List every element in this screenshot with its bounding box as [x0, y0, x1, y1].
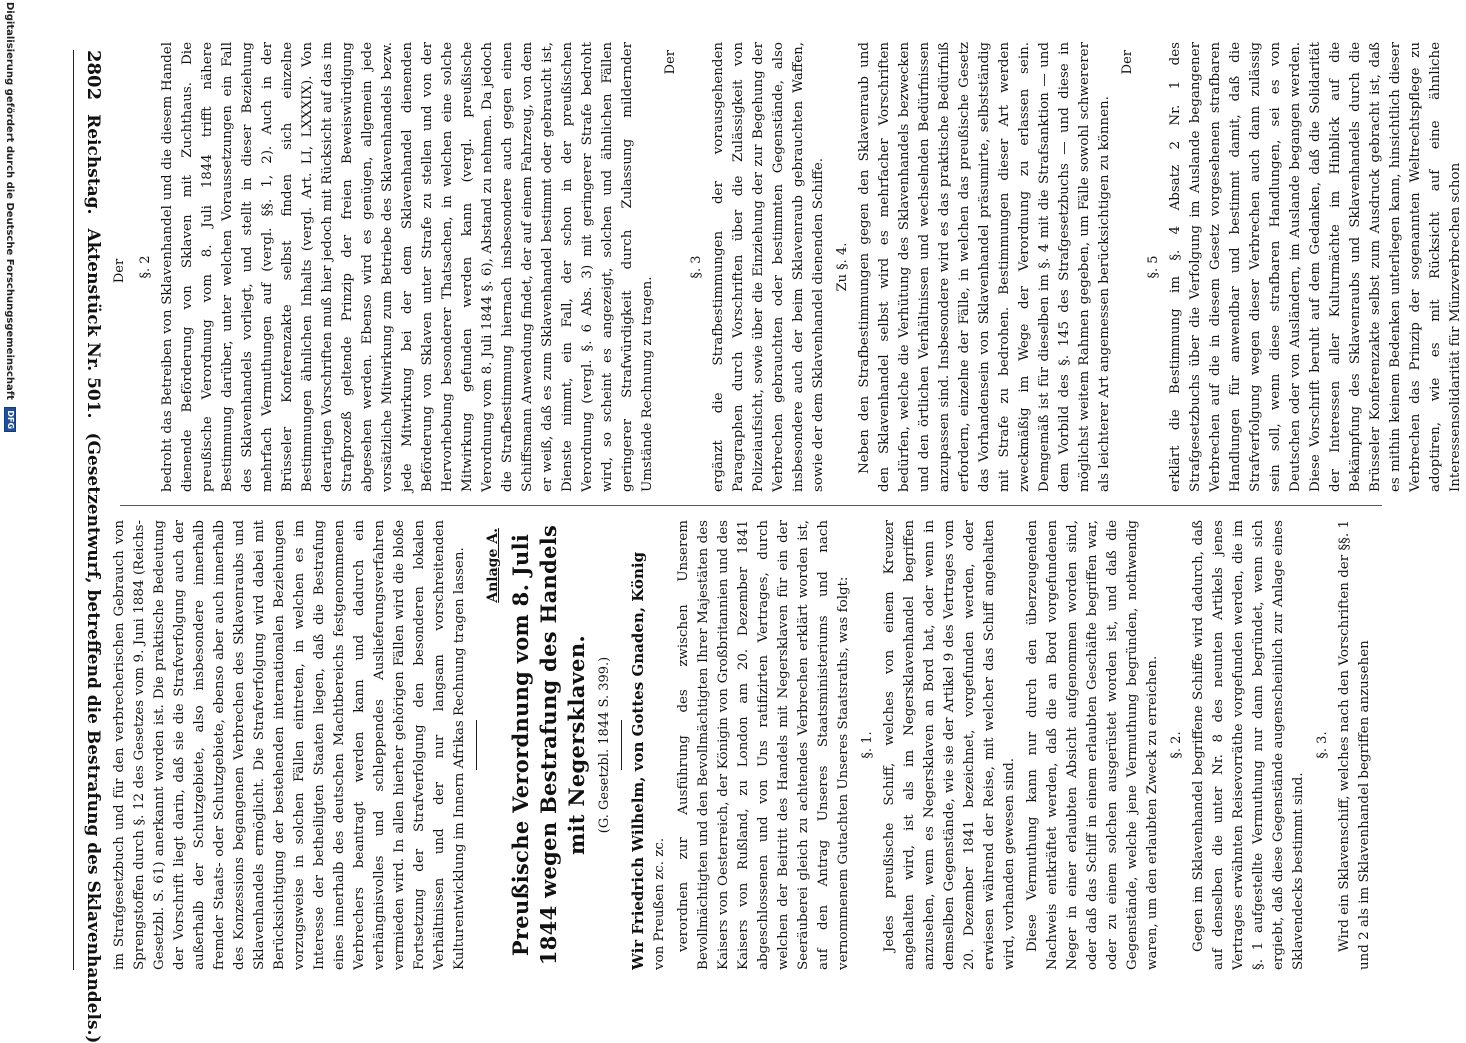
rule: [621, 720, 622, 770]
section-paragraph: Diese Vermuthung kann nur durch den überzeugenden Nachweis entkräftet werden, daß die an Bord vorgefundenen Neger in einer erlaubten Absicht aufgenommen worden sind, oder daß das Schiff in einem erlaubten Geschäfte begriffen war, oder zu einem solchen ausgerüstet worden ist, und daß die Gegenstände, welche jene Vermuthung begründen, nothwendig waren, um den erlaubten Zweck zu erreichen.: [1025, 520, 1160, 970]
section-heading: §. 3.: [1315, 731, 1330, 759]
der-label: Der: [663, 50, 678, 75]
column-right: [110, 520, 1392, 970]
rule: [476, 720, 477, 770]
wir-heading: Wir Friedrich Wilhelm, von Gottes Gnaden, König: [629, 551, 647, 970]
page-number: 2802: [83, 50, 104, 101]
section-heading: Zu §. 4.: [835, 242, 850, 292]
page-header: [73, 50, 104, 1043]
anlage-label: Anlage A.: [485, 528, 501, 603]
header-reichstag: Reichstag.: [83, 114, 103, 215]
der-label: Der: [1120, 50, 1135, 75]
gesetzblatt-reference: (G. Gesetzbl. 1844 S. 399.): [597, 656, 612, 834]
section-paragraph: Gegen im Sklavenhandel begriffene Schiffe wird dadurch, daß auf denselben die unter Nr. 8 des neunten Artikels jenes Vertrages erwähnten Reisevorräthe vorgefunden werden, die im §. 1 aufgestellte Vermuthung nur dann begründet, wenn sich ergiebt, daß diese Gegenstände augenscheinlich zur Anlage eines Sklavendecks bestimmt sind.: [1191, 520, 1306, 970]
dfg-logo: DFG: [4, 407, 16, 432]
column-left: [110, 42, 1463, 492]
von-preussen: von Preußen zc. zc.: [652, 837, 667, 970]
credit-text: Digitalisierung gefördert durch die Deutsche Forschungsgemeinschaft: [4, 2, 15, 400]
section-heading: §. 2: [138, 255, 153, 279]
section-heading: §. 2.: [1169, 731, 1184, 759]
section-paragraph: ergänzt die Strafbestimmungen der vorausgehenden Paragraphen durch Vorschriften über die Zulässigkeit von Polizeiaufsicht, sowie über die Einziehung der zur Begehung der Verbrechen gebrauchten oder bestimmten Gegenstände, also insbesondere auch der beim Sklavenraub gebrauchten Waffen, sowie der dem Sklavenhandel dienenden Schiffe.: [711, 42, 826, 492]
column-divider: [120, 505, 1382, 506]
header-title: (Gesetzentwurf, betreffend die Bestrafung des Sklavenhandels.): [83, 432, 103, 1043]
section-paragraph: Wird ein Sklavenschiff, welches nach den Vorschriften der §§. 1 und 2 als im Sklavenhandel begriffen anzusehen: [1337, 520, 1372, 970]
continuation-paragraph: im Strafgesetzbuch und für den verbrecherischen Gebrauch von Sprengstoffen durch §. 12 des Gesetzes vom 9. Juni 1884 (Reichs-Gesetzbl. S. 61) anerkannt worden ist. Die praktische Bedeutung der Vorschrift liegt darin, daß sie die Strafverfolgung auch der außerhalb der Schutzgebiete, also insbesondere innerhalb fremder Staats- oder Schutzgebiete, ebenso aber auch innerhalb des Konzessions begangenen Verbrechen des Sklavenraubs und Sklavenhandels ermöglicht. Die Strafverfolgung wird dabei mit Berücksichtigung der bestehenden internationalen Beziehungen vorzugsweise in solchen Fällen eintreten, in welchen es im Interesse der betheiligten Staaten liegen, daß die Bestrafung eines innerhalb des deutschen Machtbereichs festgenommenen Verbrechers beantragt werden kann und dadurch ein verhängnisvolles und schleppendes Auslieferungsverfahren vermieden wird. In allen hierher gehörigen Fällen wird die bloße Fortsetzung der Strafverfolgung den besonderen lokalen Verhältnissen und der nur langsam vorschreitenden Kulturentwicklung im Innern Afrikas Rechnung tragen lassen.: [112, 520, 467, 970]
section-paragraph: bedroht das Betreiben von Sklavenhandel und die diesem Handel dienende Beförderung von Sklaven mit Zuchthaus. Die preußische Verordnung vom 8. Juli 1844 trifft nähere Bestimmung darüber, unter welchen Voraussetzungen ein Fall des Sklavenhandels vorliegt, und stellt in dieser Beziehung mehrfach Vermuthungen auf (vergl. §§. 1, 2). Auch in der Brüsseler Konferenzakte selbst finden sich einzelne Bestimmungen ähnlichen Inhalts (vergl. Art. LI, LXXXIX). Von derartigen Vorschriften muß hier jedoch mit Rücksicht auf das im Strafprozeß geltende Prinzip der freien Beweiswürdigung abgesehen werden. Ebenso wird es genügen, allgemein jede vorsätzliche Mitwirkung zum Betriebe des Sklavenhandels bezw. jede Mitwirkung bei der dem Sklavenhandel dienenden Beförderung von Sklaven unter Strafe zu stellen und von der Hervorhebung besonderer Thatsachen, in welchen eine solche Mitwirkung gefunden werden kann (vergl. preußische Verordnung vom 8. Juli 1844 §. 6), Abstand zu nehmen. Da jedoch die Strafbestimmung hiernach insbesondere auch gegen einen Schiffsmann Anwendung findet, der auf einem Fahrzeug, von dem er weiß, daß es zum Sklavenhandel bestimmt oder gebraucht ist, Dienste nimmt, ein Fall, der schon in der preußischen Verordnung (vergl. §. 6 Abs. 3) mit geringerer Strafe bedroht wird, so scheint es angezeigt, solchen und ähnlichen Fällen geringerer Strafwürdigkeit durch Zulassung mildernder Umstände Rechnung zu tragen.: [160, 42, 655, 492]
section-heading: §. 3: [689, 255, 704, 279]
der-label: Der: [112, 258, 127, 284]
verordnung-title: Preußische Verordnung vom 8. Juli 1844 wegen Bestrafung des Handels mit Negersklaven.: [508, 524, 589, 966]
digitization-credit: [4, 2, 16, 998]
section-paragraph: erklärt die Bestimmung im §. 4 Absatz 2 Nr. 1 des Strafgesetzbuchs über die Verfolgung im Auslande begangener Verbrechen auf die in diesem Gesetz vorgesehenen strafbaren Handlungen für anwendbar und bestimmt damit, daß die Strafverfolgung wegen dieser Verbrechen auch dann zulässig sein soll, wenn diese strafbaren Handlungen, sei es von Deutschen oder von Ausländern, im Auslande begangen werden. Diese Vorschrift beruht auf dem Gedanken, daß die Solidarität der Interessen aller Kulturmächte im Hinblick auf die Bekämpfung des Sklavenraubs und Sklavenhandels durch die Brüsseler Konferenzakte selbst zum Ausdruck gebracht ist, daß es mithin keinem Bedenken unterliegen kann, hinsichtlich dieser Verbrechen das Prinzip der sogenannten Weltrechtspflege zu adoptiren, wie es mit Rücksicht auf eine ähnliche Interessensolidarität für Münzverbrechen schon: [1168, 42, 1463, 492]
header-aktenstueck: Aktenstück Nr. 501.: [83, 228, 103, 419]
section-paragraph: Neben den Strafbestimmungen gegen den Sklavenraub und den Sklavenhandel selbst wird es mehrfacher Vorschriften bedürfen, welche die Verhütung des Sklavenhandels bezwecken und den örtlichen Verhältnissen und wechselnden Bedürfnissen anzupassen sind. Insbesondere wird es das praktische Bedürfniß erfordern, einzelne der Fälle, in welchen das preußische Gesetz das Vorhandensein von Sklavenhandel präsumirte, selbstständig mit Strafe zu bedrohen. Bestimmungen dieser Art werden zweckmäßig im Wege der Verordnung zu erlassen sein. Demgemäß ist für dieselben im §. 4 mit die Strafsanktion — und dem Vorbild des §. 145 des Strafgesetzbuchs — und diese in möglichst weitem Rahmen gegeben, um Fälle sowohl schwererer als leichterer Art angemessen berücksichtigen zu können.: [857, 42, 1112, 492]
section-heading: §. 5: [1146, 255, 1161, 279]
section-heading: §. 1.: [860, 731, 875, 759]
text-columns: [110, 40, 1463, 970]
preamble-paragraph: verordnen zur Ausführung des zwischen Unserem Bevollmächtigten und den Bevollmächtigten Ihrer Majestäten des Kaisers von Oesterreich, der Königin von Großbritannien und des Kaisers von Rußland, zu London am 20. Dezember 1841 abgeschlossenen und von Uns ratifizirten Vertrages, durch welchen der Beitritt des Handels mit Negersklaven für ein der Seeräuberei gleich zu achtendes Verbrechen erklärt worden ist, auf den Antrag Unseres Staatsministeriums und nach vernommenem Gutachten Unseres Staatsraths, was folgt:: [676, 520, 851, 970]
section-paragraph: Jedes preußische Schiff, welches von einem Kreuzer angehalten wird, ist als im Negersklavenhandel begriffen anzusehen, wenn es Negersklaven an Bord hat, oder wenn in demselben Gegenstände, wie sie der Artikel 9 des Vertrages vom 20. Dezember 1841 bezeichnet, vorgefunden werden, oder erwiesen während der Reise, mit welcher das Schiff angehalten wird, vorhanden gewesen sind.: [882, 520, 1017, 970]
